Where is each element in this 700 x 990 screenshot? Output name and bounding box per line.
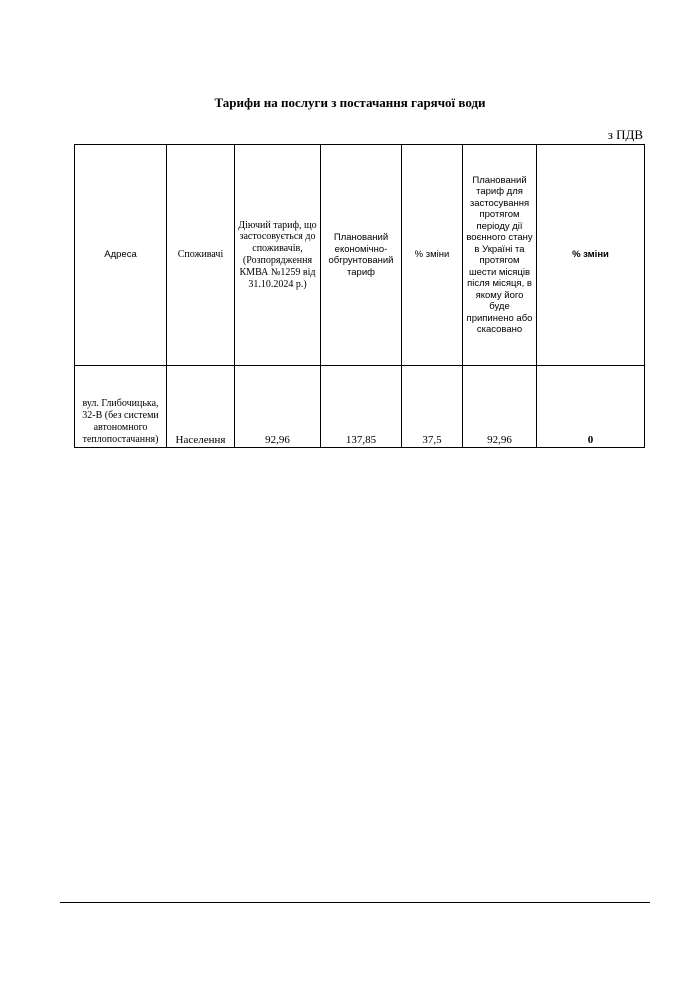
header-martial-tariff: Планований тариф для застосування протягом періоду дії воєнного стану в Україні та протягом шести місяців після місяця, в якому його буде припинено або скасовано (463, 145, 537, 366)
cell-current-tariff: 92,96 (235, 366, 321, 448)
cell-planned-tariff: 137,85 (321, 366, 402, 448)
cell-martial-tariff: 92,96 (463, 366, 537, 448)
cell-change-pct-2: 0 (537, 366, 645, 448)
header-planned-tariff: Планований економічно-обгрунтований тариф (321, 145, 402, 366)
cell-consumers: Населення (167, 366, 235, 448)
header-address: Адреса (75, 145, 167, 366)
header-change-pct-1: % зміни (402, 145, 463, 366)
footer-divider (60, 902, 650, 903)
tariff-table (74, 144, 645, 448)
cell-address: вул. Глибочицька, 32-В (без системи автономного теплопостачання) (75, 366, 167, 448)
header-current-tariff: Діючий тариф, що застосовується до споживачів, (Розпорядження КМВА №1259 від 31.10.2024 р.) (235, 145, 321, 366)
header-consumers: Споживачі (167, 145, 235, 366)
table-header-row (75, 145, 645, 366)
header-change-pct-2: % зміни (537, 145, 645, 366)
table-row (75, 366, 645, 448)
page-title: Тарифи на послуги з постачання гарячої води (214, 95, 486, 110)
cell-change-pct-1: 37,5 (402, 366, 463, 448)
vat-note: з ПДВ (607, 127, 643, 142)
